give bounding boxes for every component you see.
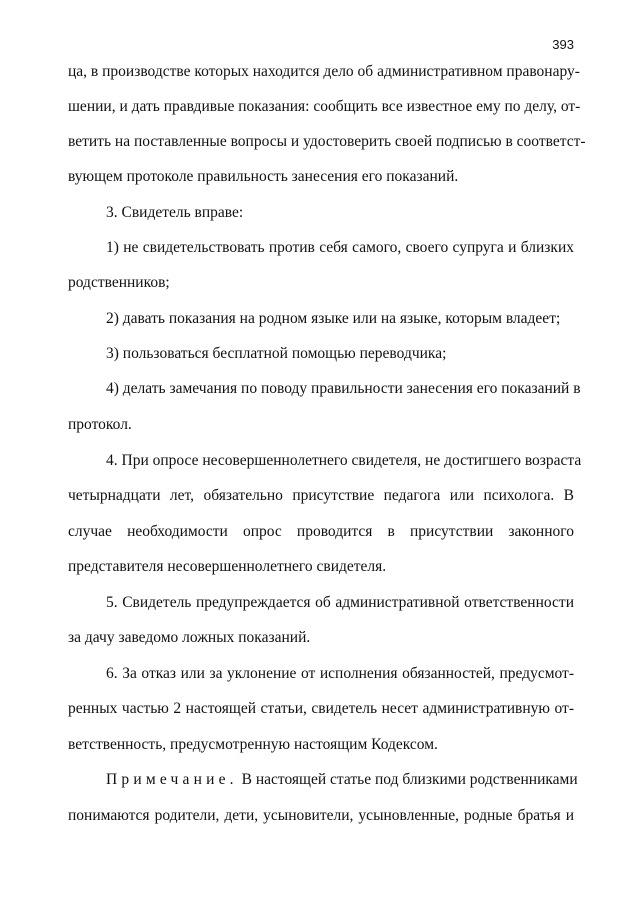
text-line: ветить на поставленные вопросы и удостоверить своей подписью в соответст- xyxy=(68,133,586,150)
text-line: 4. При опросе несовершеннолетнего свидетеля, не достигшего возраста xyxy=(106,452,582,469)
text-line: протокол. xyxy=(68,416,132,433)
text-line: четырнадцати лет, обязательно присутствие педагога или психолога. В xyxy=(68,487,574,504)
text-line: 3) пользоваться бесплатной помощью переводчика; xyxy=(106,345,447,362)
text-line: 5. Свидетель предупреждается об административной ответственности xyxy=(106,594,574,611)
page-number: 393 xyxy=(552,37,574,52)
text-line: 4) делать замечания по поводу правильности занесения его показаний в xyxy=(106,380,581,397)
text-line: понимаются родители, дети, усыновители, усыновленные, родные братья и xyxy=(68,807,574,824)
text-line: 1) не свидетельствовать против себя самого, своего супруга и близких xyxy=(106,239,574,256)
note-line xyxy=(106,770,578,790)
text-line: вующем протоколе правильность занесения его показаний. xyxy=(68,168,459,185)
text-line: представителя несовершеннолетнего свидетеля. xyxy=(68,558,387,575)
text-line: ца, в производстве которых находится дело об административном правонару- xyxy=(68,63,580,80)
text-line: случае необходимости опрос проводится в присутствии законного xyxy=(68,523,574,540)
note-text: В настоящей статье под близкими родственниками xyxy=(241,771,578,788)
text-line: 6. За отказ или за уклонение от исполнения обязанностей, предусмот- xyxy=(106,665,574,682)
text-line: за дачу заведомо ложных показаний. xyxy=(68,629,311,646)
text-line: 2) давать показания на родном языке или на языке, которым владеет; xyxy=(106,310,561,327)
note-label: Примечание. xyxy=(106,771,238,788)
text-line: ренных частью 2 настоящей статьи, свидетель несет административную от- xyxy=(68,700,574,717)
text-line: шении, и дать правдивые показания: сообщить все известное ему по делу, от- xyxy=(68,98,581,115)
text-line: ветственность, предусмотренную настоящим Кодексом. xyxy=(68,736,438,753)
text-line: 3. Свидетель вправе: xyxy=(106,204,244,221)
text-line: родственников; xyxy=(68,274,170,291)
